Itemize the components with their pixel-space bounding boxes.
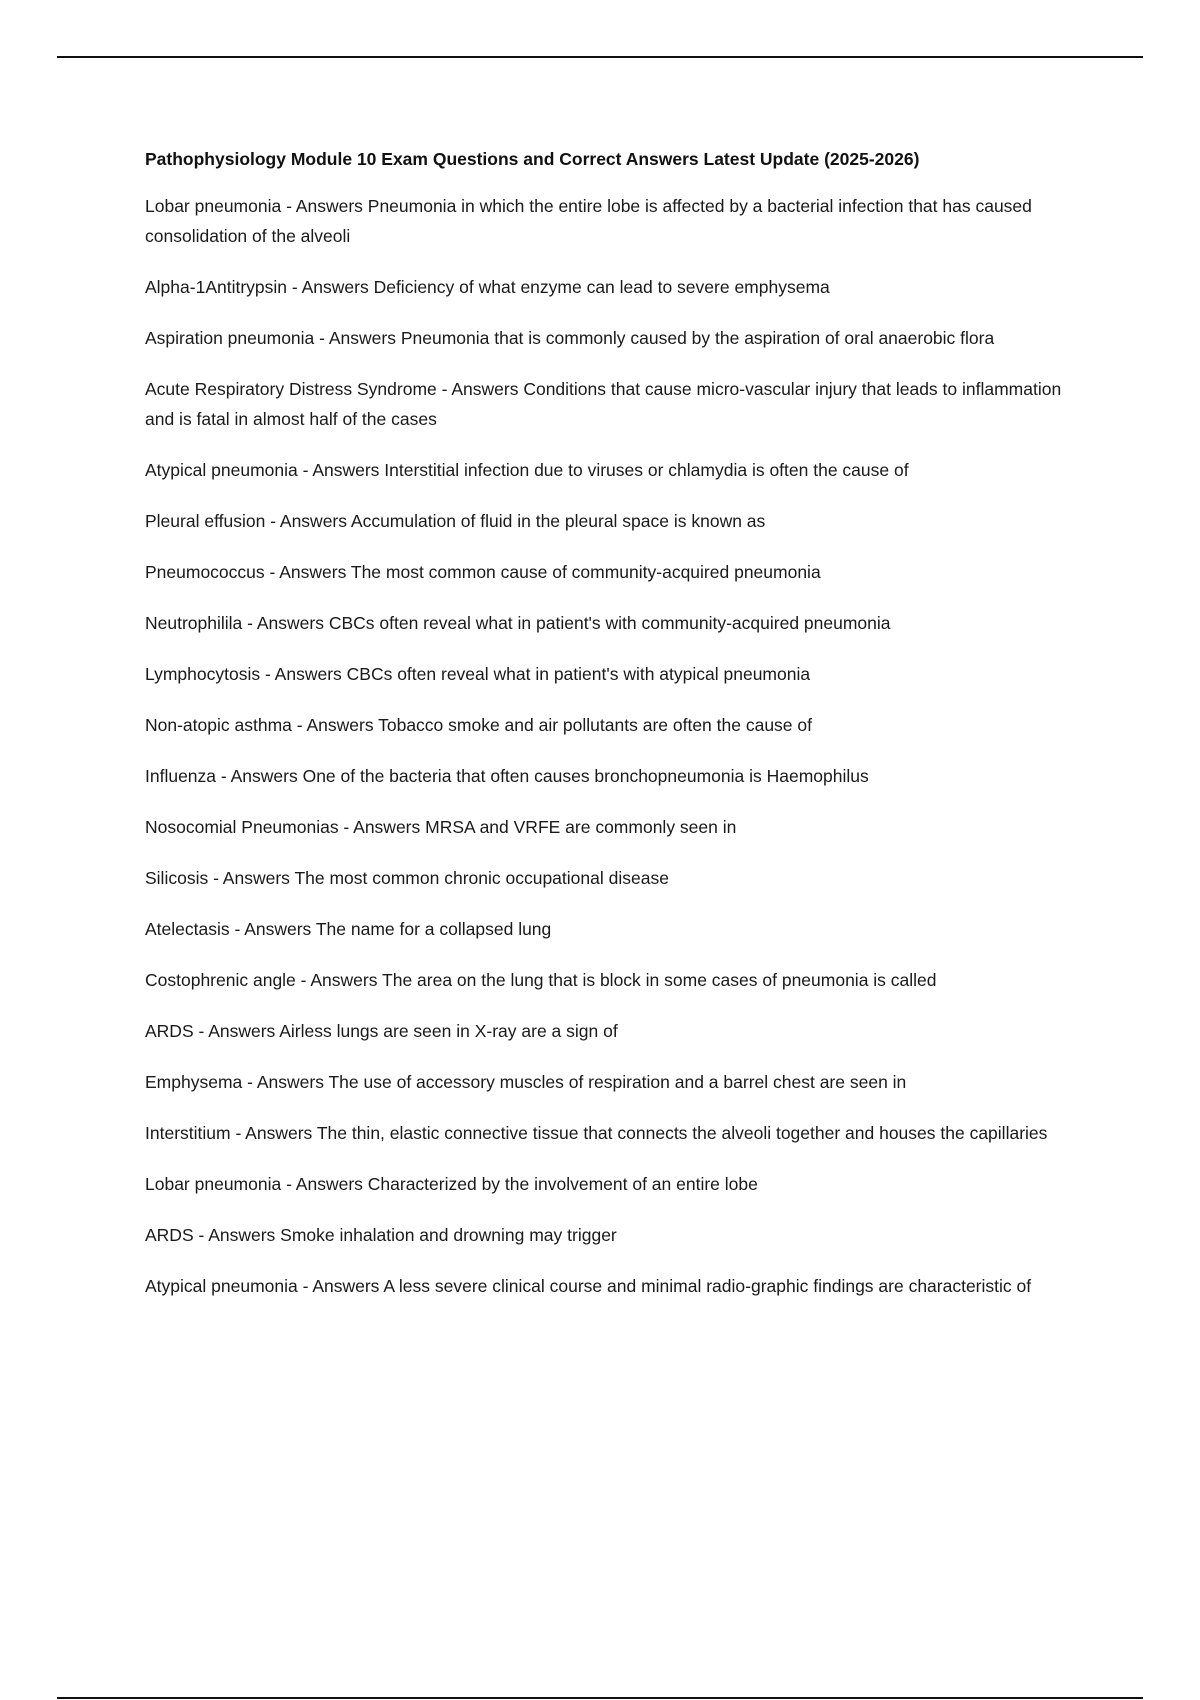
qa-item: Acute Respiratory Distress Syndrome - Answers Conditions that cause micro-vascular injury that leads to inflammation and is fatal in almost half of the cases <box>145 379 1062 429</box>
qa-item: Silicosis - Answers The most common chronic occupational disease <box>145 868 669 888</box>
qa-item: ARDS - Answers Smoke inhalation and drowning may trigger <box>145 1225 617 1245</box>
footer-rule <box>57 1697 1143 1699</box>
qa-item: Lobar pneumonia - Answers Pneumonia in which the entire lobe is affected by a bacterial infection that has caused consolidation of the alveoli <box>145 196 1032 246</box>
qa-item: Atypical pneumonia - Answers Interstitial infection due to viruses or chlamydia is often the cause of <box>145 460 909 480</box>
document-title: Pathophysiology Module 10 Exam Questions and Correct Answers Latest Update (2025-2026) <box>145 149 920 169</box>
qa-item: Neutrophilila - Answers CBCs often reveal what in patient's with community-acquired pneumonia <box>145 613 891 633</box>
qa-item: Nosocomial Pneumonias - Answers MRSA and VRFE are commonly seen in <box>145 817 737 837</box>
qa-item: Atypical pneumonia - Answers A less severe clinical course and minimal radio-graphic findings are characteristic of <box>145 1276 1032 1296</box>
qa-item: Costophrenic angle - Answers The area on the lung that is block in some cases of pneumonia is called <box>145 970 937 990</box>
document-body <box>145 144 1090 1322</box>
qa-list <box>145 191 1090 1301</box>
qa-item: Alpha-1Antitrypsin - Answers Deficiency of what enzyme can lead to severe emphysema <box>145 277 830 297</box>
qa-item: Pneumococcus - Answers The most common cause of community-acquired pneumonia <box>145 562 821 582</box>
qa-item: Emphysema - Answers The use of accessory muscles of respiration and a barrel chest are seen in <box>145 1072 907 1092</box>
qa-item: ARDS - Answers Airless lungs are seen in X-ray are a sign of <box>145 1021 618 1041</box>
qa-item: Atelectasis - Answers The name for a collapsed lung <box>145 919 552 939</box>
qa-item: Lymphocytosis - Answers CBCs often reveal what in patient's with atypical pneumonia <box>145 664 811 684</box>
qa-item: Influenza - Answers One of the bacteria that often causes bronchopneumonia is Haemophilus <box>145 766 869 786</box>
header-rule <box>57 56 1143 58</box>
qa-item: Lobar pneumonia - Answers Characterized by the involvement of an entire lobe <box>145 1174 758 1194</box>
qa-item: Pleural effusion - Answers Accumulation of fluid in the pleural space is known as <box>145 511 766 531</box>
qa-item: Interstitium - Answers The thin, elastic connective tissue that connects the alveoli together and houses the capillaries <box>145 1123 1048 1143</box>
qa-item: Aspiration pneumonia - Answers Pneumonia that is commonly caused by the aspiration of oral anaerobic flora <box>145 328 995 348</box>
qa-item: Non-atopic asthma - Answers Tobacco smoke and air pollutants are often the cause of <box>145 715 812 735</box>
